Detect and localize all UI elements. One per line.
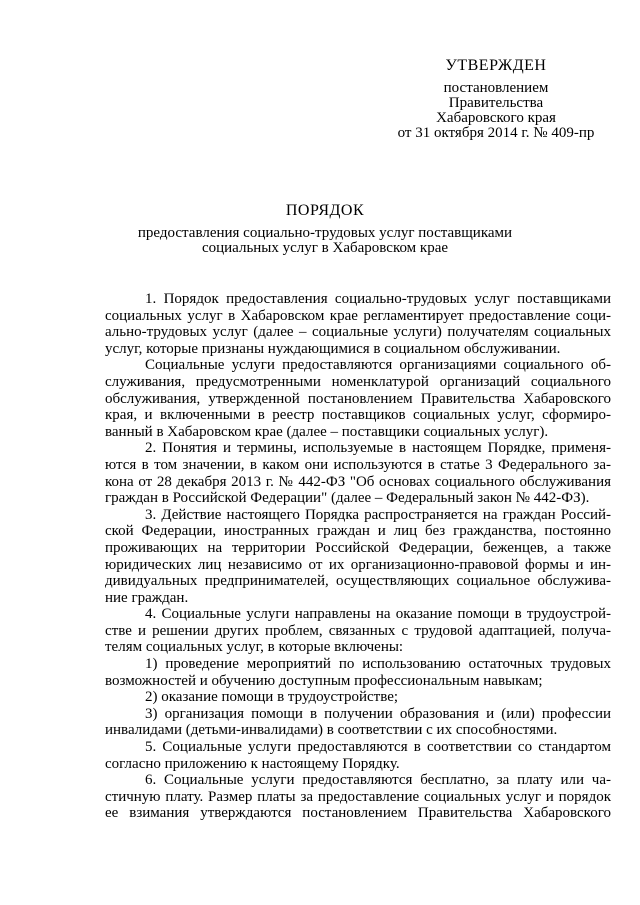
body-line: проживающих на территории Российской Федерации, беженцев, а также [105, 539, 611, 556]
body-line: 5. Социальные услуги предоставляются в соответствии со стандартом [145, 739, 611, 756]
body-line: 4. Социальные услуги направлены на оказание помощи в трудоустрой- [145, 606, 611, 623]
approved-label: УТВЕРЖДЕН [445, 57, 547, 74]
body-line: стве и решении других проблем, связанных с трудовой адаптацией, получа- [105, 622, 611, 639]
body-line: согласно приложению к настоящему Порядку. [105, 755, 400, 772]
document-title-block [110, 203, 540, 256]
body-line: ее взимания утверждаются постановлением Правительства Хабаровского [105, 805, 611, 822]
body-line: ской Федерации, иностранных граждан и лиц без гражданства, постоянно [105, 523, 611, 540]
body-line: телям социальных услуг, в которые включены: [105, 639, 404, 656]
approval-date-line: от 31 октября 2014 г. № 409-пр [397, 125, 595, 141]
body-line: услуг, которые признаны нуждающимися в социальном обслуживании. [105, 340, 561, 357]
document-title: ПОРЯДОК [285, 202, 365, 219]
body-line: юридических лиц независимо от их организационно-правовой формы и ин- [105, 556, 611, 573]
document-subtitle-line: социальных услуг в Хабаровском крае [201, 240, 449, 256]
body-line: 2. Понятия и термины, используемые в настоящем Порядке, применя- [145, 440, 611, 457]
approval-stamp [386, 58, 606, 141]
document-body [105, 291, 611, 822]
document-subtitle-line: предоставления социально-трудовых услуг поставщиками [137, 225, 513, 241]
body-line: ние граждан. [105, 589, 189, 606]
body-line: 2) оказание помощи в трудоустройстве; [145, 689, 399, 706]
body-line: возможностей и обучению доступным профессиональным навыкам; [105, 672, 543, 689]
body-line: 3) организация помощи в получении образования и (или) профессии [145, 705, 611, 722]
body-line: ванный в Хабаровском крае (далее – поставщики социальных услуг). [105, 423, 549, 440]
body-line: инвалидами (детьми-инвалидами) в соответствии с их способностями. [105, 722, 558, 739]
body-line: обслуживания, утвержденной постановлением Правительства Хабаровского [105, 390, 611, 407]
body-line: кона от 28 декабря 2013 г. № 442-ФЗ "Об основах социального обслуживания [105, 473, 611, 490]
body-line: социальных услуг в Хабаровском крае регламентирует предоставление соци- [105, 307, 611, 324]
body-line: 1) проведение мероприятий по использованию остаточных трудовых [145, 656, 611, 673]
body-line: 3. Действие настоящего Порядка распространяется на граждан Россий- [145, 506, 611, 523]
body-line: дивидуальных предпринимателей, осуществляющих социальное обслужива- [105, 573, 611, 590]
body-line: 1. Порядок предоставления социально-трудовых услуг поставщиками [145, 291, 611, 307]
body-line: служивания, предусмотренными номенклатурой организаций социального [105, 373, 611, 390]
body-line: 6. Социальные услуги предоставляются бесплатно, за плату или ча- [145, 772, 611, 789]
body-line: стичную плату. Размер платы за предоставление социальных услуг и порядок [105, 788, 611, 805]
body-line: граждан в Российской Федерации" (далее – Федеральный закон № 442-ФЗ). [105, 490, 590, 507]
approval-line: Правительства [448, 95, 544, 111]
approval-line: Хабаровского края [436, 110, 556, 126]
body-line: Социальные услуги предоставляются организациями социального об- [145, 357, 611, 374]
body-line: ально-трудовых услуг (далее – социальные услуги) получателям социальных [105, 324, 611, 341]
body-line: края, и включенными в реестр поставщиков социальных услуг, сформиро- [105, 407, 611, 424]
approval-line: постановлением [443, 80, 549, 96]
body-line: ются в том значении, в каком они используются в статье 3 Федерального за- [105, 456, 611, 473]
